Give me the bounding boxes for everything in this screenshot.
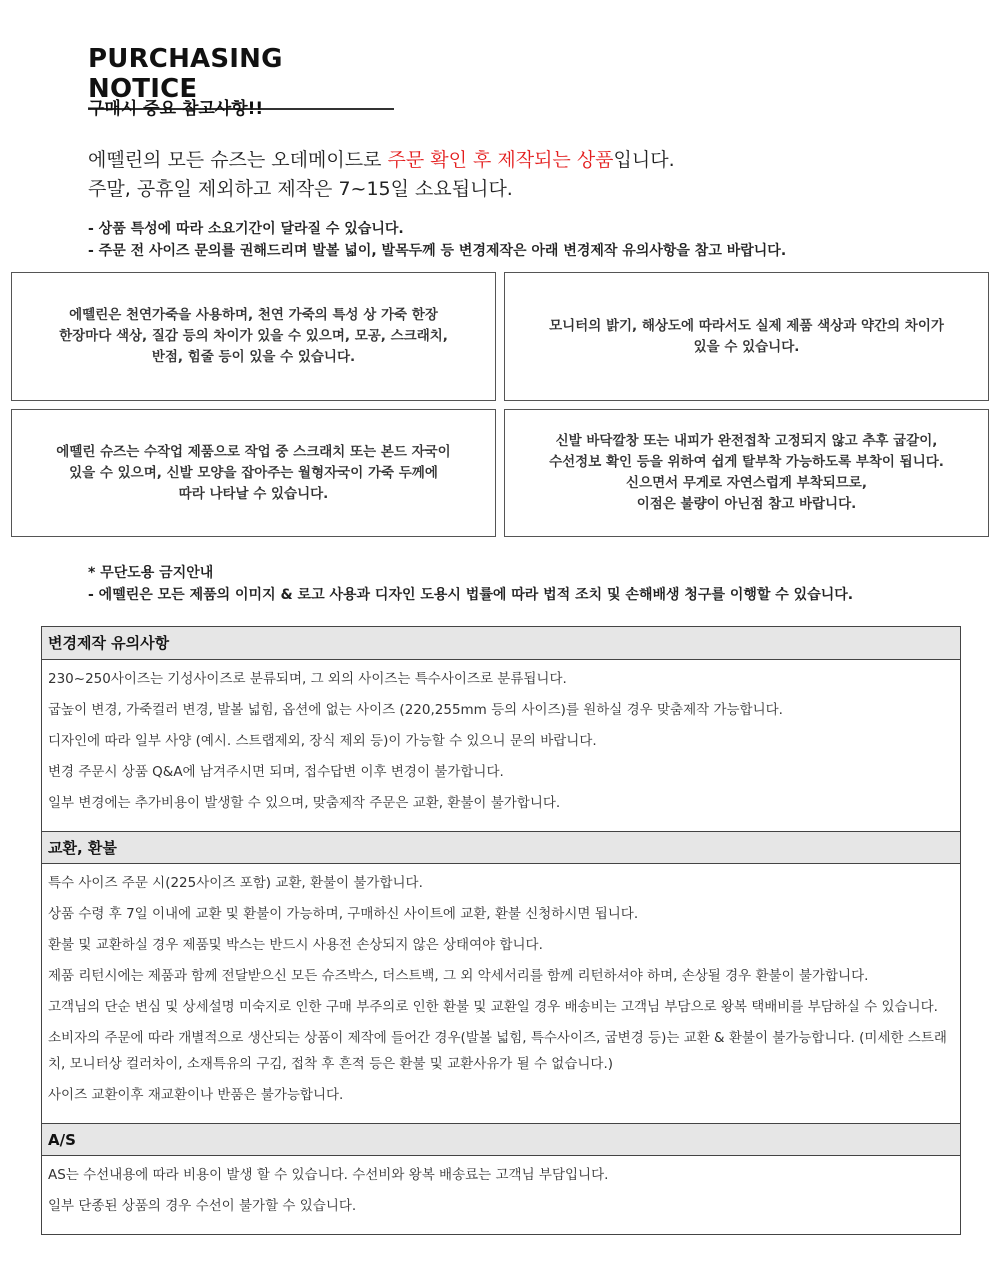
notice-box-leather — [11, 272, 496, 401]
policy-row: AS는 수선내용에 따라 비용이 발생 할 수 있습니다. 수선비와 왕복 배송료는 고객님 부담입니다. — [48, 1167, 609, 1183]
section-heading-as: A/S — [42, 1123, 960, 1156]
warning-text: - 에뗄린은 모든 제품의 이미지 & 로고 사용과 디자인 도용시 법률에 따라 법적 조치 및 손해배생 청구를 이행할 수 있습니다. — [88, 587, 854, 603]
notice-box-text: 에뗄린은 천연가죽을 사용하며, 천연 가죽의 특성 상 가죽 한장 한장마다 색상, 질감 등의 차이가 있을 수 있으며, 모공, 스크래치, 반점, 힘줄 등이 있을 수 있습니다. — [59, 307, 448, 365]
section-heading-exchange: 교환, 환불 — [42, 831, 960, 864]
lead-highlight: 주문 확인 후 제작되는 상품 — [387, 149, 614, 171]
page-title: PURCHASING NOTICE — [88, 44, 394, 110]
notice-box-monitor — [504, 272, 989, 401]
note-item: - 주문 전 사이즈 문의를 권해드리며 발볼 넓이, 발목두께 등 변경제작은 아래 변경제작 유의사항을 참고 바랍니다. — [88, 243, 787, 259]
policy-row: 일부 변경에는 추가비용이 발생할 수 있으며, 맞춤제작 주문은 교환, 환불이 불가합니다. — [48, 795, 561, 811]
policy-row: 환불 및 교환하실 경우 제품및 박스는 반드시 사용전 손상되지 않은 상태여야 합니다. — [48, 937, 543, 953]
section-body-as — [42, 1156, 960, 1234]
lead-paragraph — [88, 146, 675, 204]
notes-list — [88, 218, 786, 262]
lead-line-1-text: 에뗄린의 모든 슈즈는 오데메이드로 — [88, 149, 388, 171]
notice-box-text: 모니터의 밝기, 해상도에 따라서도 실제 제품 색상과 약간의 차이가 있을 수 있습니다. — [549, 317, 944, 355]
warning-title: * 무단도용 금지안내 — [88, 565, 214, 581]
policy-row: 일부 단종된 상품의 경우 수선이 불가할 수 있습니다. — [48, 1198, 357, 1214]
policy-row: 사이즈 교환이후 재교환이나 반품은 불가능합니다. — [48, 1087, 344, 1103]
notice-box-text: 에뗄린 슈즈는 수작업 제품으로 작업 중 스크래치 또는 본드 자국이 있을 수 있으며, 신발 모양을 잡아주는 월형자국이 가죽 두께에 따라 나타날 수 있습니다. — [56, 443, 451, 502]
policy-row: 특수 사이즈 주문 시(225사이즈 포함) 교환, 환불이 불가합니다. — [48, 875, 423, 891]
notice-box-text: 신발 바닥깔창 또는 내피가 완전접착 고정되지 않고 추후 굽갈이, 수선정보 확인 등을 위하여 쉽게 탈부착 가능하도록 부착이 됩니다. 신으면서 무게로 자연스럽게 부착되므로, 이점은 불량이 아닌점 참고 바랍니다. — [549, 433, 944, 512]
policy-row: 디자인에 따라 일부 사양 (예시. 스트랩제외, 장식 제외 등)이 가능할 수 있으니 문의 바랍니다. — [48, 733, 597, 749]
policy-row: 230~250사이즈는 기성사이즈로 분류되며, 그 외의 사이즈는 특수사이즈로 분류됩니다. — [48, 671, 567, 687]
notice-box-insole — [504, 409, 989, 537]
section-body-exchange — [42, 864, 960, 1123]
policy-row: 소비자의 주문에 따라 개별적으로 생산되는 상품이 제작에 들어간 경우(발볼 넓힘, 특수사이즈, 굽변경 등)는 교환 & 환불이 불가능합니다. (미세한 스트래치, 모니터상 컬러차이, 소재특유의 구김, 접착 후 흔적 등은 환불 및 교환사유가 될 수 없습니다.) — [48, 1030, 947, 1072]
policy-row: 제품 리턴시에는 제품과 함께 전달받으신 모든 슈즈박스, 더스트백, 그 외 악세서리를 함께 리턴하셔야 하며, 손상될 경우 환불이 불가합니다. — [48, 968, 869, 984]
lead-line-2: 주말, 공휴일 제외하고 제작은 7~15일 소요됩니다. — [88, 178, 513, 200]
page-subtitle: 구매시 중요 참고사항!! — [88, 99, 264, 119]
lead-line-1-end: 입니다. — [613, 149, 675, 171]
policy-row: 변경 주문시 상품 Q&A에 남겨주시면 되며, 접수답변 이후 변경이 불가합니다. — [48, 764, 504, 780]
policy-table — [41, 626, 961, 1235]
policy-row: 상품 수령 후 7일 이내에 교환 및 환불이 가능하며, 구매하신 사이트에 교환, 환불 신청하시면 됩니다. — [48, 906, 639, 922]
section-heading-custom: 변경제작 유의사항 — [42, 627, 960, 660]
note-item: - 상품 특성에 따라 소요기간이 달라질 수 있습니다. — [88, 221, 404, 237]
copyright-warning — [88, 562, 853, 606]
notice-box-handmade — [11, 409, 496, 537]
policy-row: 굽높이 변경, 가죽컬러 변경, 발볼 넓힘, 옵션에 없는 사이즈 (220,255mm 등의 사이즈)를 원하실 경우 맞춤제작 가능합니다. — [48, 702, 783, 718]
section-body-custom — [42, 660, 960, 831]
policy-row: 고객님의 단순 변심 및 상세설명 미숙지로 인한 구매 부주의로 인한 환불 및 교환일 경우 배송비는 고객님 부담으로 왕복 택배비를 부담하실 수 있습니다. — [48, 999, 938, 1015]
lead-line-1 — [88, 146, 675, 175]
